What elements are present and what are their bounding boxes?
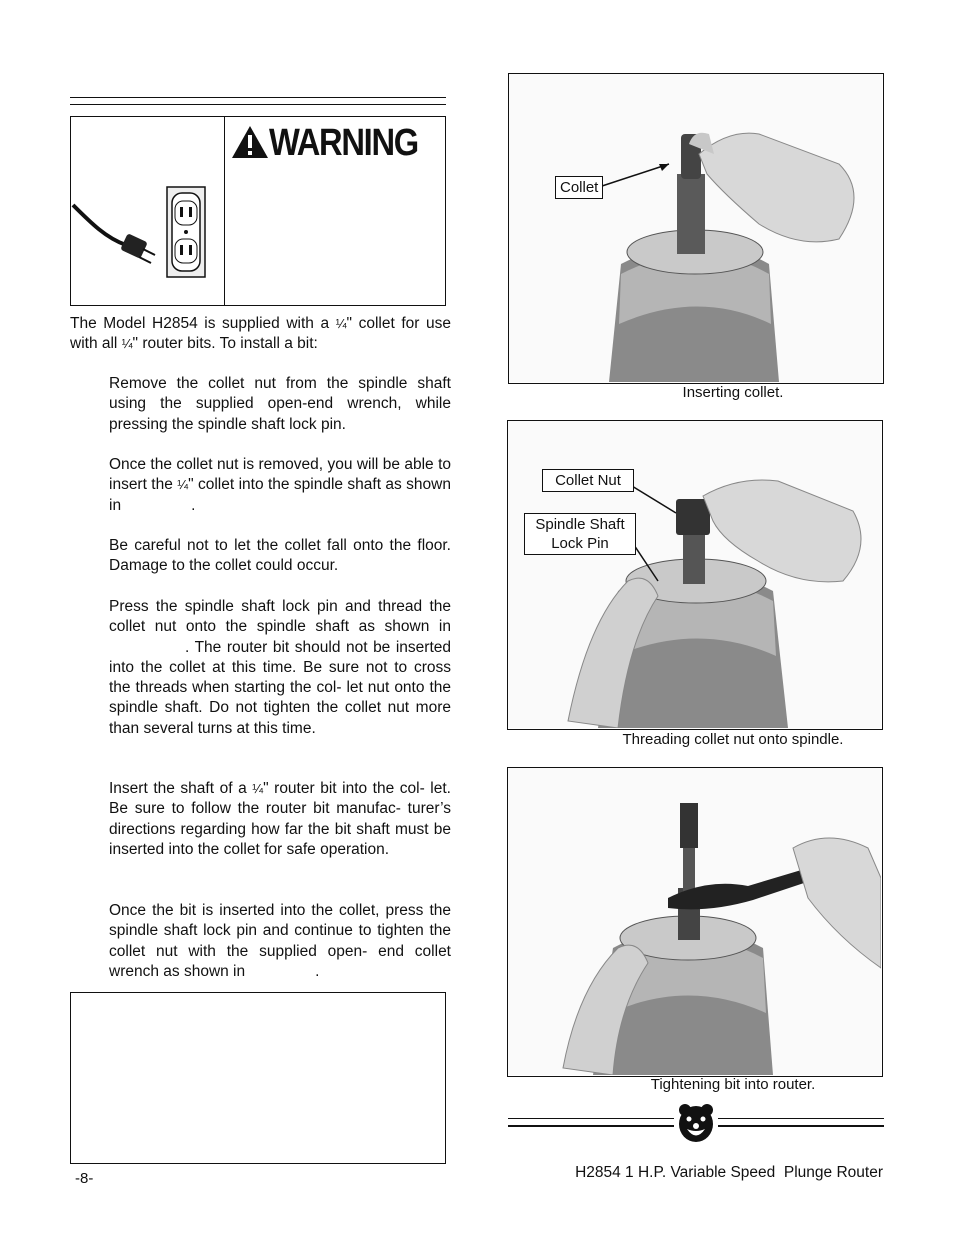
footer-rule-right-a	[718, 1118, 884, 1119]
footer-rule-right-b	[718, 1125, 884, 1127]
figure-threading-collet-nut	[507, 420, 883, 730]
figure-tightening-bit	[507, 767, 883, 1077]
router-photo-1	[509, 74, 882, 382]
step-4: Press the spindle shaft lock pin and thread the collet nut onto the spindle shaft as shown in. The router bit should not be inserted into the collet at this time. Be sure not to cross the threads when starting the col- let nut onto the spindle shaft. Do not tighten the collet nut more than several turns at this time.	[109, 598, 451, 737]
label-spindle-shaft-lock-pin: Spindle Shaft Lock Pin	[524, 513, 636, 555]
step-1: Remove the collet nut from the spindle shaft using the supplied open-end wrench, while pressing the spindle shaft lock pin.	[109, 375, 451, 433]
step-2: Once the collet nut is removed, you will be able to insert the ¼" collet into the spindle shaft as shown in .	[109, 456, 451, 514]
caption-figure-2: Threading collet nut onto spindle.	[622, 731, 844, 748]
footer-title: H2854 1 H.P. Variable Speed Plunge Router	[575, 1164, 883, 1181]
label-collet-nut: Collet Nut	[542, 469, 634, 492]
header-rule-bottom	[70, 104, 446, 105]
footer-rule-left-b	[508, 1125, 674, 1127]
warning-heading-text: WARNING	[269, 122, 418, 164]
footer-rule-left-a	[508, 1118, 674, 1119]
figure-inserting-collet	[508, 73, 884, 384]
step-6: Once the bit is inserted into the collet, press the spindle shaft lock pin and continue to tighten the collet nut with the supplied open- end collet wrench as shown in .	[109, 902, 451, 980]
router-photo-2	[508, 421, 881, 728]
step-5: Insert the shaft of a ¼" router bit into the col- let. Be sure to follow the router bit manufac- turer’s directions regarding how far the bit shaft must be inserted into the collet for safe operation.	[109, 780, 451, 858]
bear-logo-icon	[676, 1102, 716, 1144]
plug-outlet-icon	[71, 183, 221, 283]
warning-heading	[231, 121, 441, 164]
notice-box	[70, 992, 446, 1164]
caption-figure-1: Inserting collet.	[682, 384, 784, 401]
warning-triangle-icon	[231, 125, 269, 159]
caption-figure-3: Tightening bit into router.	[650, 1076, 816, 1093]
warning-divider	[224, 117, 225, 305]
page-number: -8-	[75, 1170, 94, 1187]
step-3: Be careful not to let the collet fall onto the floor. Damage to the collet could occur.	[109, 537, 451, 575]
label-collet: Collet	[555, 176, 603, 199]
warning-box	[70, 116, 446, 306]
intro-paragraph: The Model H2854 is supplied with a ¼" collet for use with all ¼" router bits. To install a bit:	[70, 315, 451, 353]
header-rule-top	[70, 97, 446, 98]
router-photo-3	[508, 768, 881, 1075]
